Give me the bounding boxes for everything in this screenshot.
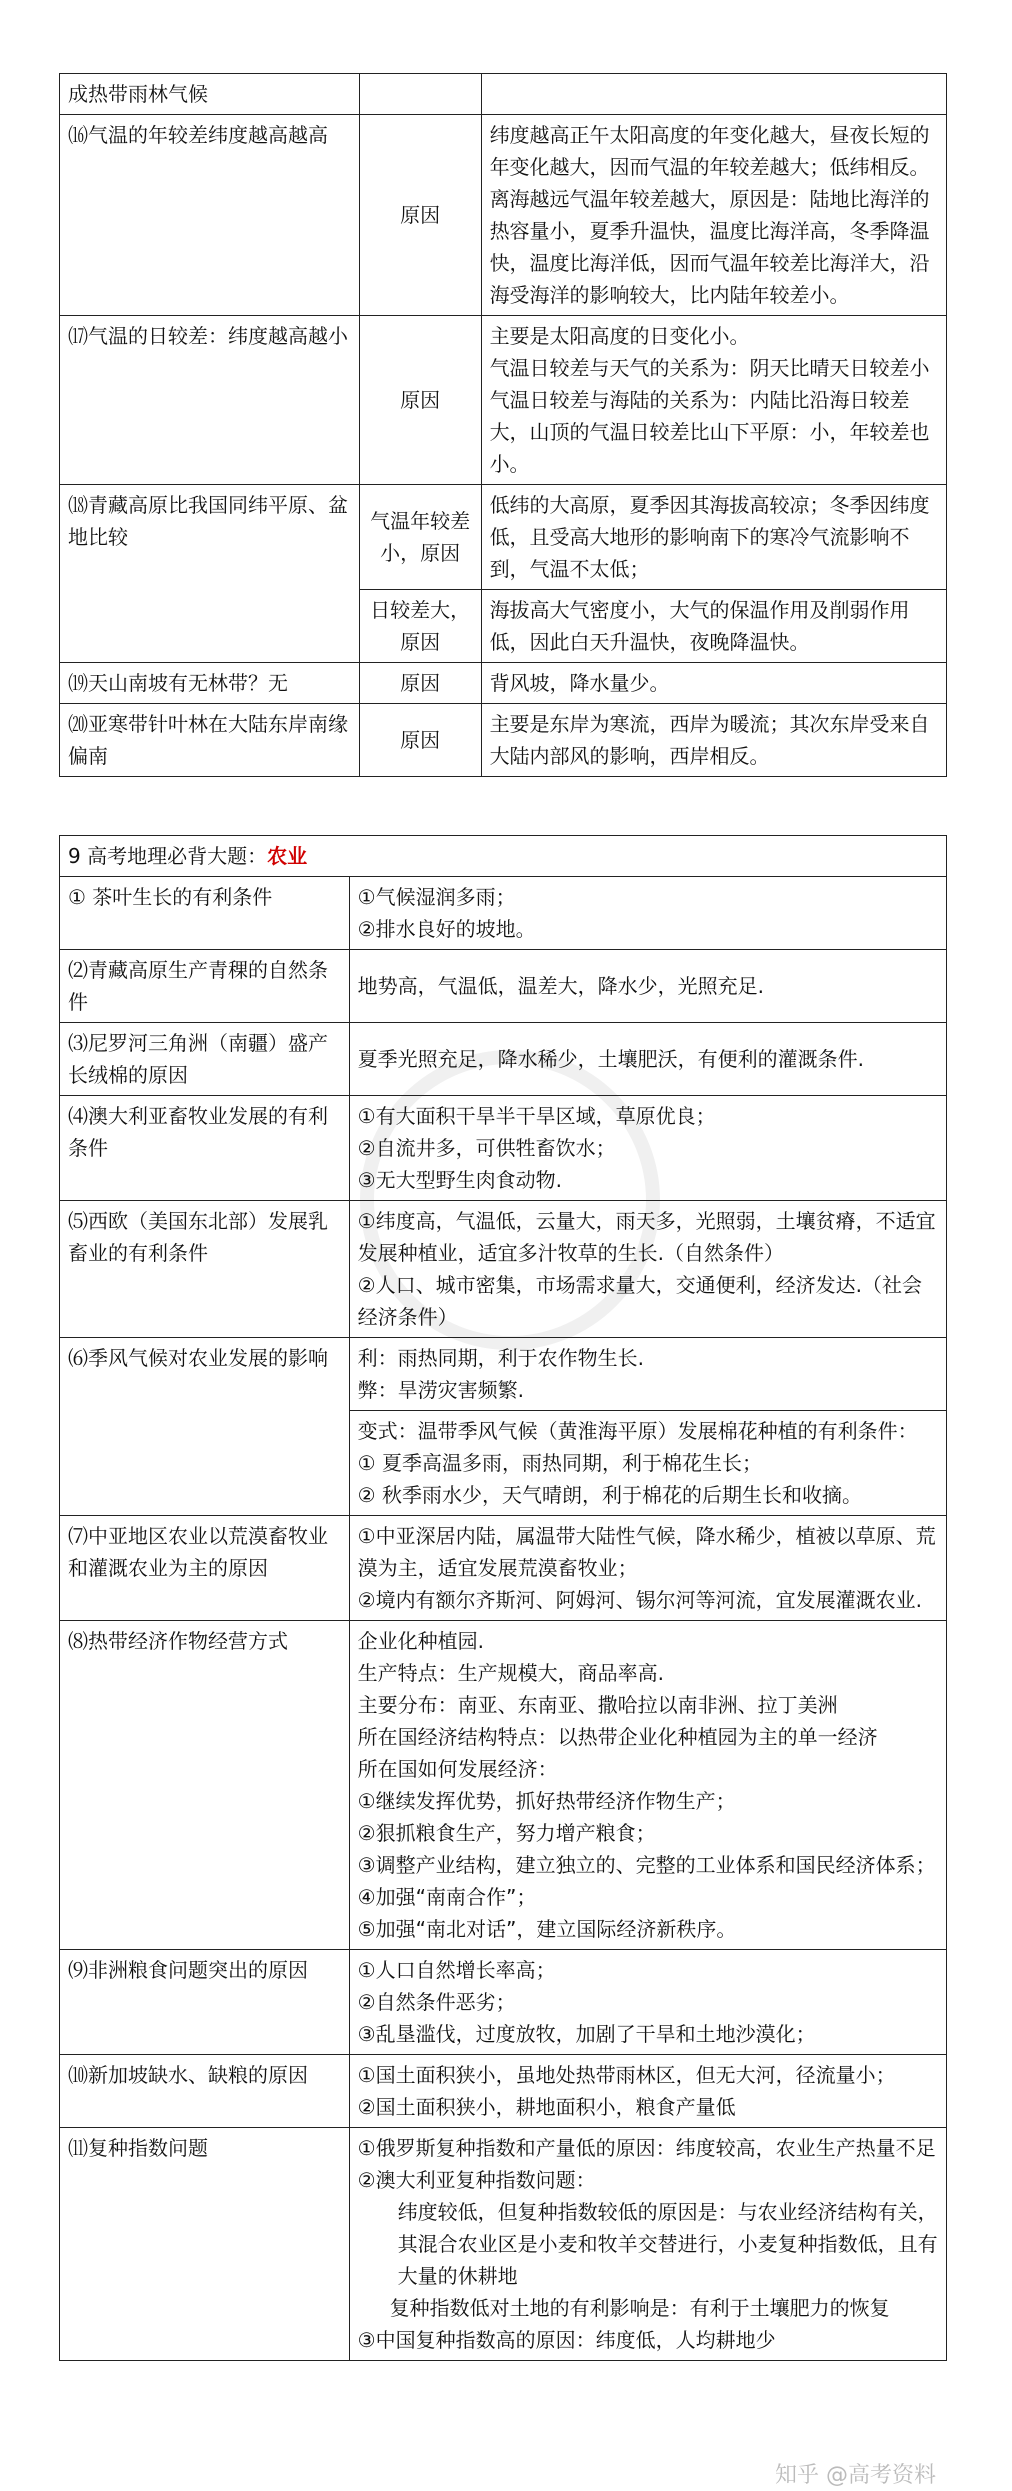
answer-cell: 变式：温带季风气候（黄淮海平原）发展棉花种植的有利条件： ① 夏季高温多雨，雨热同期，利于棉花生长； ② 秋季雨水少，天气晴朗，利于棉花的后期生长和收摘。: [349, 1411, 946, 1516]
answer-cell: 主要是太阳高度的日变化小。 气温日较差与天气的关系为：阴天比晴天日较差小气温日较差与海陆的关系为：内陆比沿海日较差大，山顶的气温日较差比山下平原：小，年较差也小。: [481, 316, 946, 485]
table-row: [60, 316, 947, 485]
table-row: [60, 663, 947, 704]
answer-cell: ①国土面积狭小，虽地处热带雨林区，但无大河，径流量小； ②国土面积狭小，耕地面积小，粮食产量低: [349, 2055, 946, 2128]
section-title: 9 高考地理必背大题：农业: [60, 836, 947, 877]
table-row: [60, 74, 947, 115]
answer-cell: ①有大面积干旱半干旱区域，草原优良； ②自流井多，可供牲畜饮水； ③无大型野生肉食动物.: [349, 1096, 946, 1201]
answer-cell: 主要是东岸为寒流，西岸为暖流；其次东岸受来自大陆内部风的影响，西岸相反。: [481, 704, 946, 777]
answer-cell: 地势高，气温低，温差大，降水少，光照充足.: [349, 950, 946, 1023]
answer-cell: 纬度越高正午太阳高度的年变化越大，昼夜长短的年变化越大，因而气温的年较差越大；低纬相反。 离海越远气温年较差越大，原因是：陆地比海洋的热容量小，夏季升温快，温度比海洋高，冬季降温快，温度比海洋低，因而气温年较差比海洋大，沿海受海洋的影响较大，比内陆年较差小。: [481, 115, 946, 316]
table-row: [60, 1621, 947, 1950]
answer-cell: 企业化种植园. 生产特点：生产规模大，商品率高. 主要分布：南亚、东南亚、撒哈拉以南非洲、拉丁美洲 所在国经济结构特点：以热带企业化种植园为主的单一经济 所在国如何发展经济： ①继续发挥优势，抓好热带经济作物生产； ②狠抓粮食生产，努力增产粮食； ③调整产业结构，建立独立的、完整的工业体系和国民经济体系； ④加强“南南合作”； ⑤加强“南北对话”，建立国际经济新秩序。: [349, 1621, 946, 1950]
table-row: [60, 2055, 947, 2128]
answer-cell: ①气候湿润多雨； ②排水良好的坡地。: [349, 877, 946, 950]
question-cell: ⑹季风气候对农业发展的影响: [60, 1338, 350, 1516]
question-cell: ⑽新加坡缺水、缺粮的原因: [60, 2055, 350, 2128]
item-cell: ⒄气温的日较差：纬度越高越小: [60, 316, 360, 485]
table-row: [60, 877, 947, 950]
table-header-cell: 成热带雨林气候: [60, 74, 360, 115]
answer-cell: 海拔高大气密度小，大气的保温作用及削弱作用低，因此白天升温快，夜晚降温快。: [481, 590, 946, 663]
climate-table: [59, 73, 947, 777]
answer-cell: ①中亚深居内陆，属温带大陆性气候，降水稀少，植被以草原、荒漠为主，适宜发展荒漠畜牧业； ②境内有额尔齐斯河、阿姆河、锡尔河等河流，宜发展灌溉农业.: [349, 1516, 946, 1621]
item-cell: ⒇亚寒带针叶林在大陆东岸南缘偏南: [60, 704, 360, 777]
cause-cell: 原因: [359, 704, 481, 777]
cause-cell: 原因: [359, 663, 481, 704]
table-row: [60, 1096, 947, 1201]
cause-cell: 原因: [359, 316, 481, 485]
answer-cell: ①纬度高，气温低，云量大，雨天多，光照弱，土壤贫瘠，不适宜发展种植业，适宜多汁牧草的生长.（自然条件） ②人口、城市密集，市场需求量大，交通便利，经济发达.（社会经济条件）: [349, 1201, 946, 1338]
cause-cell: 原因: [359, 115, 481, 316]
source-watermark: 知乎 @高考资料: [775, 2463, 936, 2488]
question-cell: ⑵青藏高原生产青稞的自然条件: [60, 950, 350, 1023]
table-row: [60, 485, 947, 590]
question-cell: ⑸西欧（美国东北部）发展乳畜业的有利条件: [60, 1201, 350, 1338]
table-row: [60, 115, 947, 316]
answer-cell: 背风坡，降水量少。: [481, 663, 946, 704]
question-cell: ⑻热带经济作物经营方式: [60, 1621, 350, 1950]
title-highlight: 农业: [267, 844, 308, 868]
cause-cell: 日较差大，原因: [359, 590, 481, 663]
table-title-row: [60, 836, 947, 877]
question-cell: ⑶尼罗河三角洲（南疆）盛产长绒棉的原因: [60, 1023, 350, 1096]
table-row: [60, 1516, 947, 1621]
answer-cell: 夏季光照充足，降水稀少，土壤肥沃，有便利的灌溉条件.: [349, 1023, 946, 1096]
answer-cell: ①人口自然增长率高； ②自然条件恶劣； ③乱垦滥伐，过度放牧，加剧了干旱和土地沙漠化；: [349, 1950, 946, 2055]
item-cell: ⒆天山南坡有无林带？无: [60, 663, 360, 704]
table-row: [60, 950, 947, 1023]
item-cell: ⒅青藏高原比我国同纬平原、盆地比较: [60, 485, 360, 663]
question-cell: ⑾复种指数问题: [60, 2128, 350, 2361]
agriculture-table: [59, 835, 947, 2361]
question-cell: ⑺中亚地区农业以荒漠畜牧业和灌溉农业为主的原因: [60, 1516, 350, 1621]
answer-cell: ①俄罗斯复种指数和产量低的原因：纬度较高，农业生产热量不足 ②澳大利亚复种指数问题： 纬度较低，但复种指数较低的原因是：与农业经济结构有关，其混合农业区是小麦和牧羊交替进行，小麦复种指数低，且有大量的休耕地 复种指数低对土地的有利影响是：有利于土壤肥力的恢复 ③中国复种指数高的原因：纬度低，人均耕地少: [349, 2128, 946, 2361]
table-row: [60, 1950, 947, 2055]
question-cell: ⑷澳大利亚畜牧业发展的有利条件: [60, 1096, 350, 1201]
question-cell: ① 茶叶生长的有利条件: [60, 877, 350, 950]
question-cell: ⑼非洲粮食问题突出的原因: [60, 1950, 350, 2055]
table-row: [60, 2128, 947, 2361]
cause-cell: 气温年较差小，原因: [359, 485, 481, 590]
answer-cell: 利：雨热同期，利于农作物生长. 弊：旱涝灾害频繁.: [349, 1338, 946, 1411]
table-row: [60, 704, 947, 777]
table-row: [60, 1023, 947, 1096]
answer-cell: 低纬的大高原，夏季因其海拔高较凉；冬季因纬度低，且受高大地形的影响南下的寒冷气流影响不到，气温不太低；: [481, 485, 946, 590]
item-cell: ⒃气温的年较差纬度越高越高: [60, 115, 360, 316]
table-row: [60, 1338, 947, 1411]
table-row: [60, 1201, 947, 1338]
